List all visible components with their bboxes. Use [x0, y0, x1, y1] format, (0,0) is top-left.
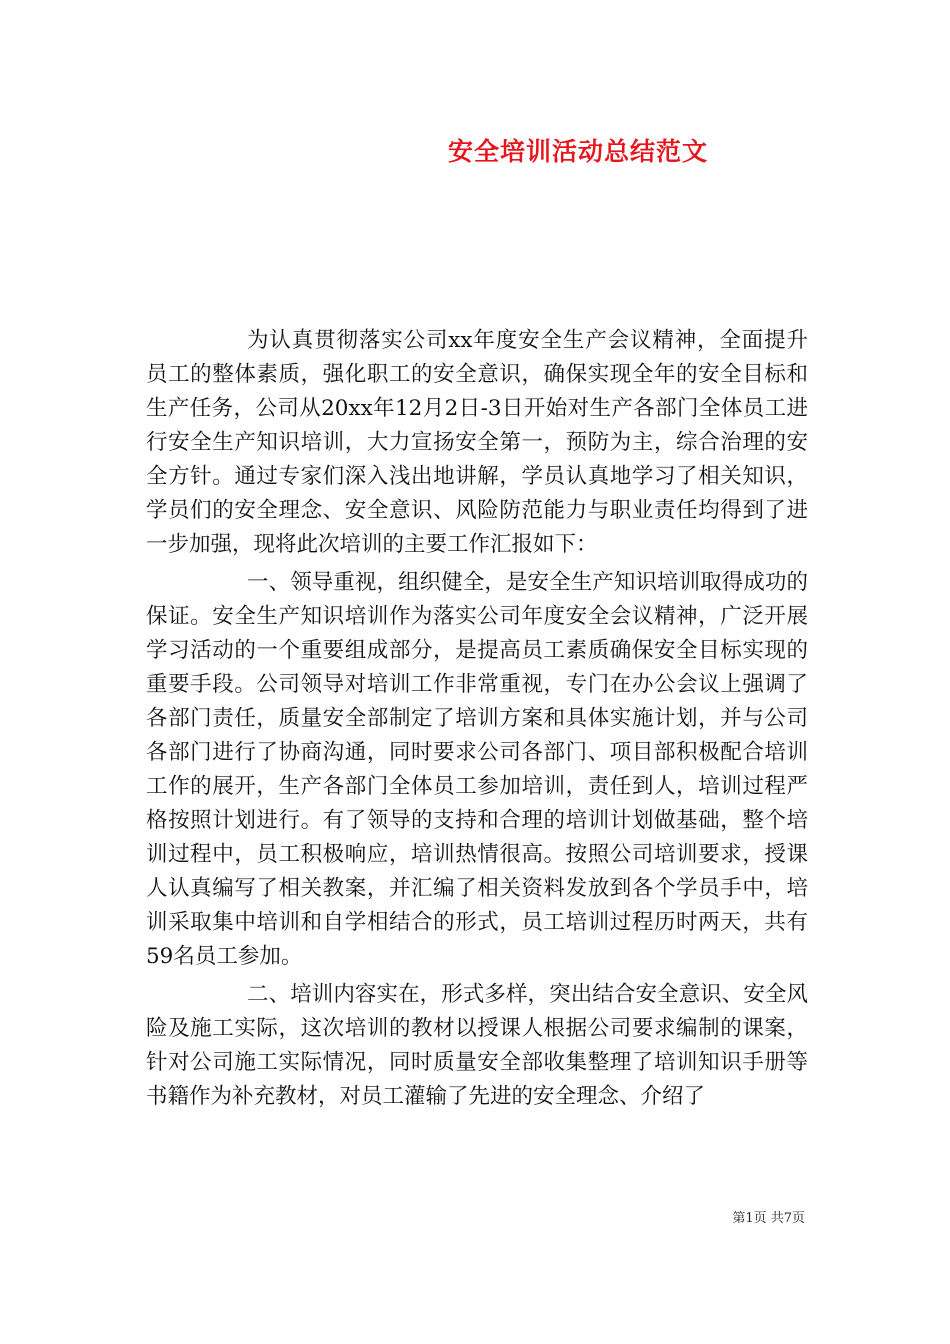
- paragraph-section-2: 二、培训内容实在，形式多样，突出结合安全意识、安全风险及施工实际，这次培训的教材以授课人根据公司要求编制的课案，针对公司施工实际情况，同时质量安全部收集整理了培训知识手册等书籍作为补充教材，对员工灌输了先进的安全理念、介绍了: [146, 982, 808, 1109]
- page-number-footer: 第1页 共7页: [732, 1211, 805, 1226]
- document-body: [146, 324, 808, 1114]
- paragraph-section-1: 一、领导重视，组织健全，是安全生产知识培训取得成功的保证。安全生产知识培训作为落实公司年度安全会议精神，广泛开展学习活动的一个重要组成部分，是提高员工素质确保安全目标实现的重要手段。公司领导对培训工作非常重视，专门在办公会议上强调了各部门责任，质量安全部制定了培训方案和具体实施计划，并与公司各部门进行了协商沟通，同时要求公司各部门、项目部积极配合培训工作的展开，生产各部门全体员工参加培训，责任到人，培训过程严格按照计划进行。有了领导的支持和合理的培训计划做基础，整个培训过程中，员工积极响应，培训热情很高。按照公司培训要求，授课人认真编写了相关教案，并汇编了相关资料发放到各个学员手中，培训采取集中培训和自学相结合的形式，员工培训过程历时两天，共有59名员工参加。: [146, 570, 808, 969]
- document-title: 安全培训活动总结范文: [447, 137, 708, 166]
- paragraph-intro: 为认真贯彻落实公司xx年度安全生产会议精神，全面提升员工的整体素质，强化职工的安全意识，确保实现全年的安全目标和生产任务，公司从20xx年12月2日-3日开始对生产各部门全体员工进行安全生产知识培训，大力宣扬安全第一，预防为主，综合治理的安全方针。通过专家们深入浅出地讲解，学员认真地学习了相关知识，学员们的安全理念、安全意识、风险防范能力与职业责任均得到了进一步加强，现将此次培训的主要工作汇报如下：: [146, 328, 808, 557]
